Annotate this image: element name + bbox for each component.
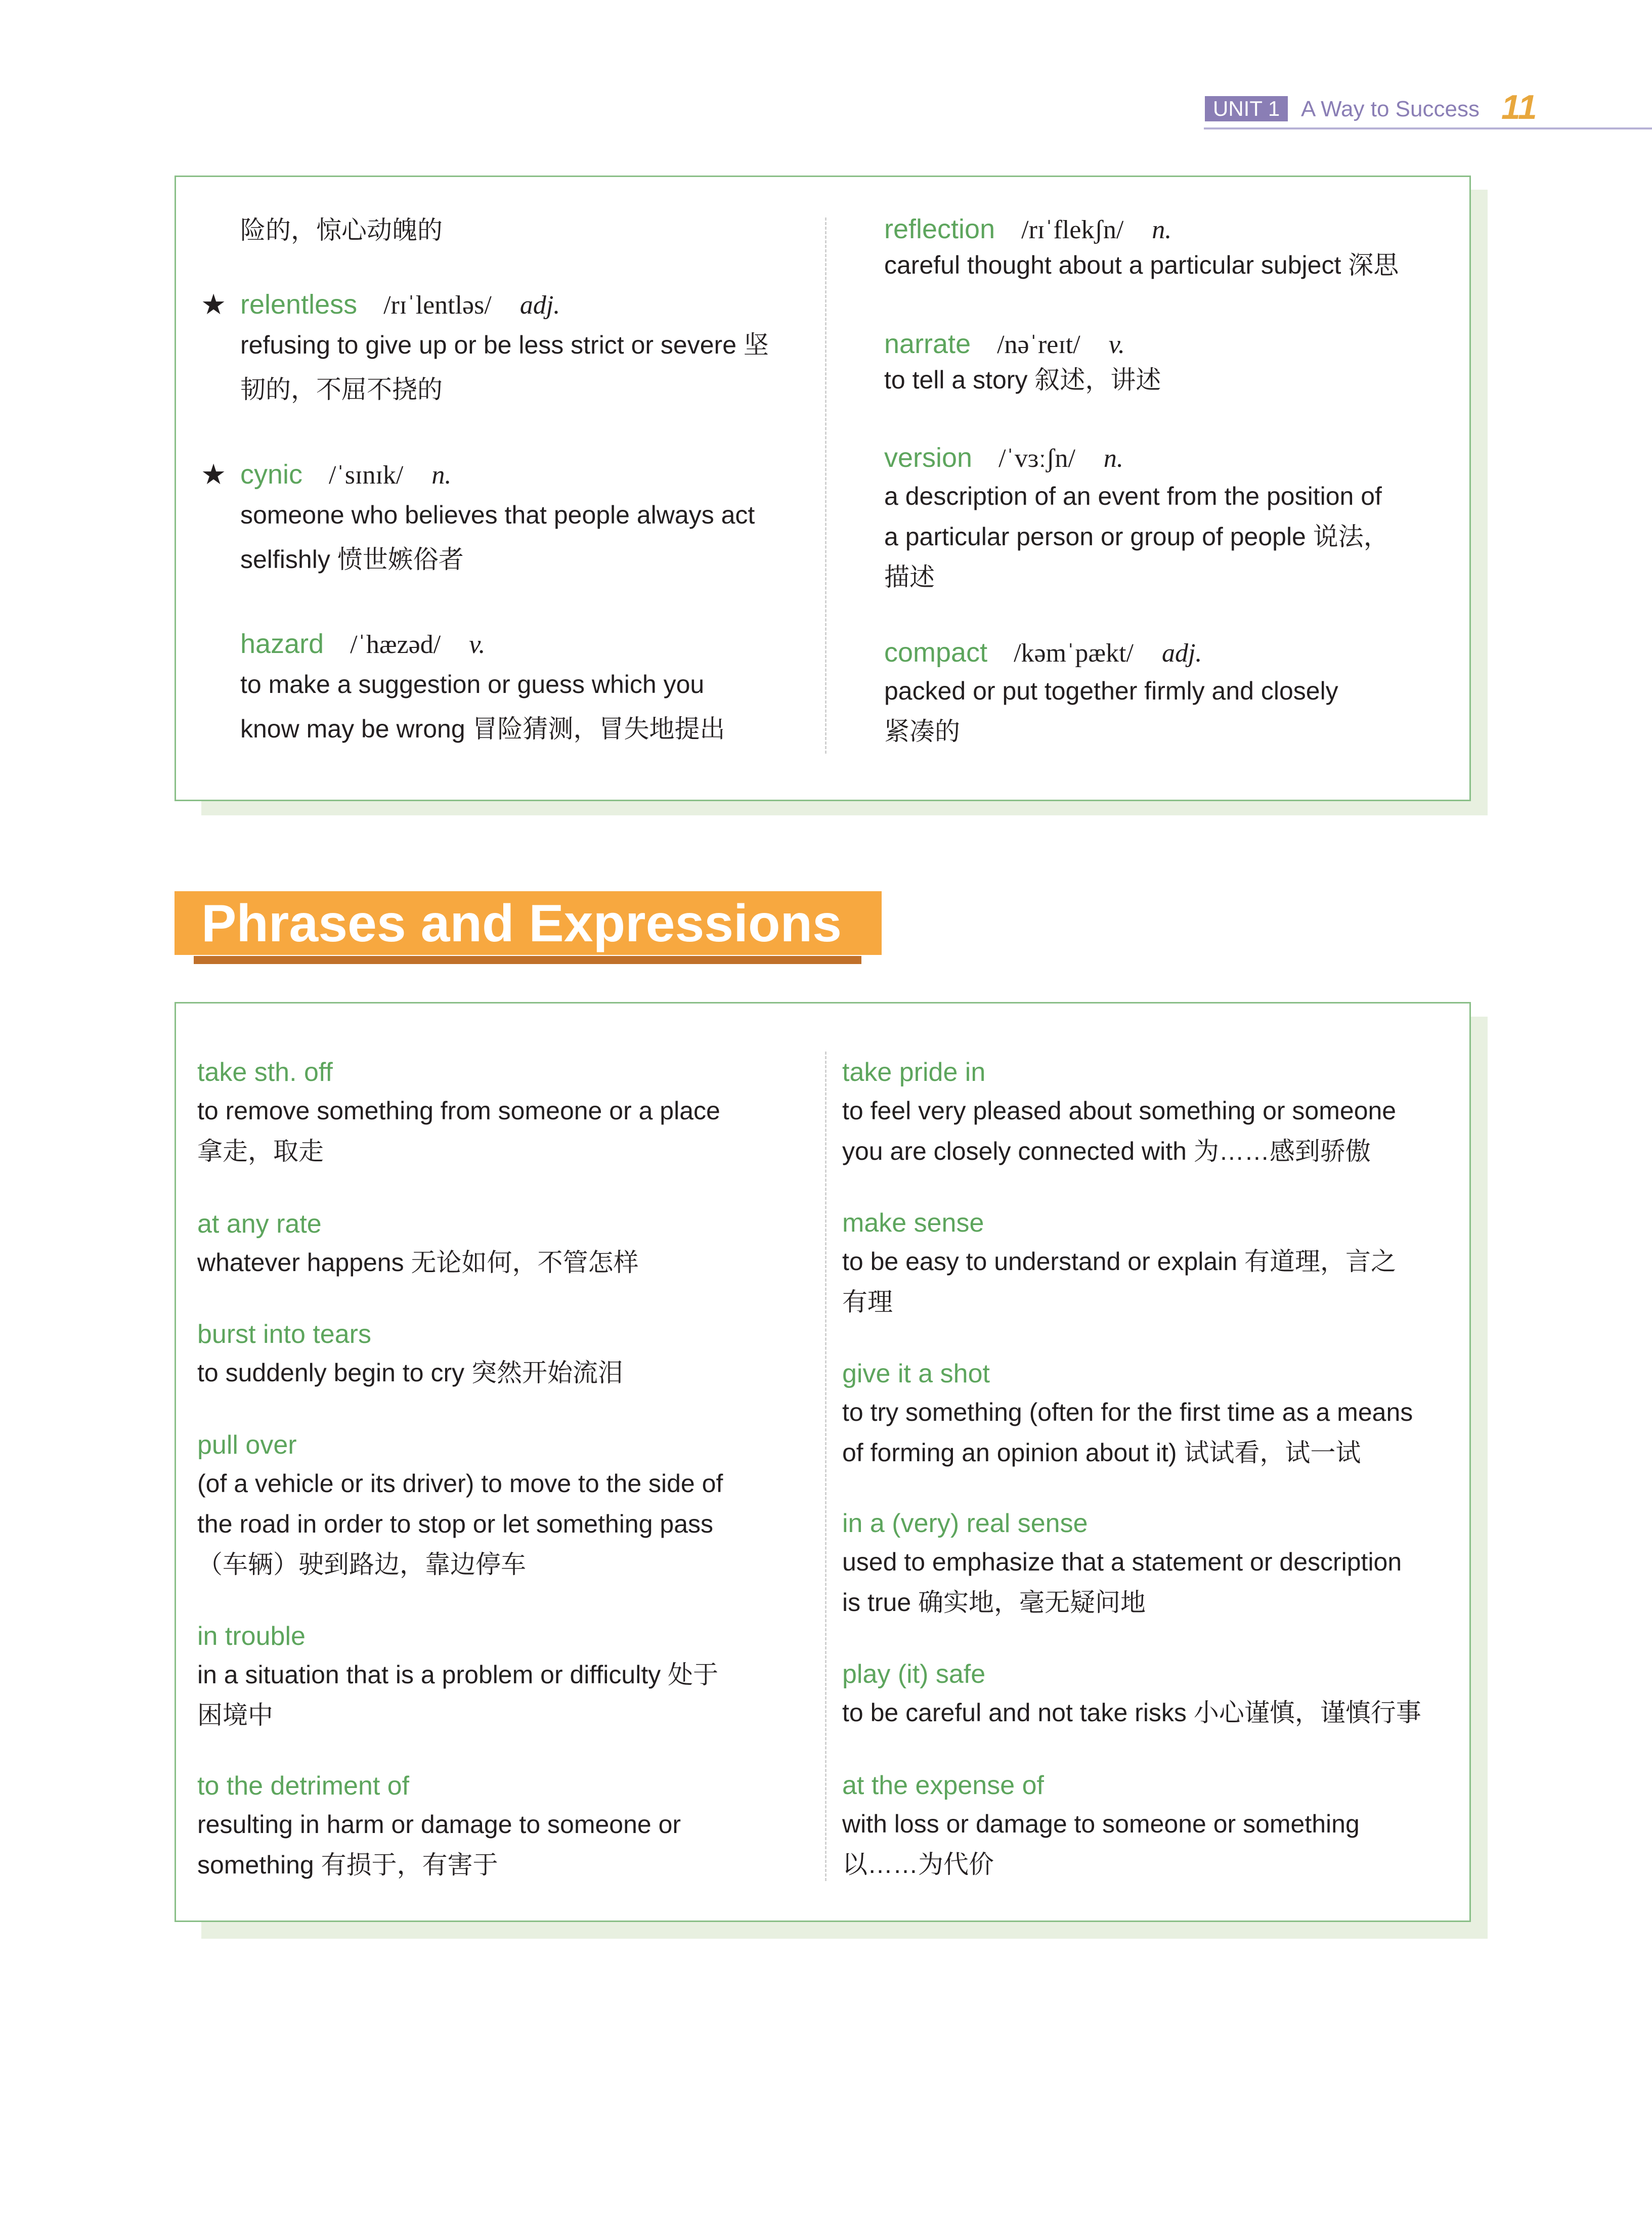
definition-line: used to emphasize that a statement or description: [842, 1548, 1402, 1576]
vocab-word: relentless: [240, 289, 358, 320]
definition-line: (of a vehicle or its driver) to move to the side of: [197, 1469, 723, 1498]
definition-line: 韧的，不屈不挠的: [240, 375, 443, 404]
phrase-term: pull over: [197, 1430, 297, 1460]
vocab-word: version: [884, 443, 973, 473]
vocab-pos: adj.: [1161, 639, 1202, 668]
phrase-term: to the detriment of: [197, 1771, 410, 1801]
definition-line: 困境中: [197, 1701, 273, 1729]
definition-line: 以……为代价: [842, 1850, 994, 1879]
definition-line: to tell a story 叙述，讲述: [884, 366, 1161, 394]
vocab-entry: [884, 443, 1461, 597]
vocab-phonetic: /ˈhæzəd/: [350, 630, 441, 659]
definition-line: you are closely connected with 为……感到骄傲: [842, 1137, 1371, 1165]
vocab-entry-head: [240, 289, 807, 320]
definition-line: in a situation that is a problem or difficulty 处于: [197, 1661, 719, 1689]
section-heading: Phrases and Expressions: [201, 894, 842, 953]
phrase-definition: [197, 1353, 804, 1393]
phrase-entry: [842, 1767, 1464, 1885]
vocab-word: hazard: [240, 629, 324, 659]
vocab-word: cynic: [240, 459, 303, 490]
definition-line: to be easy to understand or explain 有道理，言之: [842, 1247, 1396, 1276]
vocab-entry: [201, 288, 807, 412]
vocab-phonetic: /ˈsɪnɪk/: [329, 461, 404, 490]
phrase-entry: [842, 1656, 1464, 1733]
phrase-term: in a (very) real sense: [842, 1509, 1088, 1538]
vocab-pos: n.: [431, 461, 452, 490]
phrase-term: give it a shot: [842, 1359, 990, 1388]
phrase-entry: [842, 1356, 1464, 1473]
vocab-entry: [884, 214, 1461, 283]
vocab-word: reflection: [884, 214, 995, 244]
definition-line: know may be wrong 冒险猜测，冒失地提出: [240, 715, 725, 743]
unit-badge: UNIT 1: [1205, 96, 1288, 121]
phrase-definition: [197, 1242, 804, 1283]
page-number: 11: [1501, 88, 1537, 126]
definition-line: whatever happens 无论如何，不管怎样: [197, 1248, 639, 1277]
definition-line: a description of an event from the position of: [884, 482, 1382, 510]
definition-line: of forming an opinion about it) 试试看，试一试: [842, 1438, 1361, 1467]
vocab-pos: v.: [469, 630, 486, 659]
vocab-entry: [240, 629, 807, 751]
vocab-definition: [240, 493, 807, 582]
vocab-phonetic: /rɪˈlentləs/: [383, 291, 492, 320]
definition-line: （车辆）驶到路边，靠边停车: [197, 1550, 526, 1579]
phrase-term: in trouble: [197, 1622, 306, 1651]
vocab-entry: [201, 458, 807, 582]
definition-line: a particular person or group of people 说法，: [884, 522, 1389, 551]
phrase-definition: [842, 1542, 1464, 1623]
definition-line: with loss or damage to someone or something: [842, 1810, 1360, 1838]
phrase-definition: [197, 1090, 804, 1171]
vocab-definition: [884, 671, 1461, 752]
definition-line: the road in order to stop or let something pass: [197, 1510, 714, 1538]
header-rule: [1204, 127, 1652, 129]
star-icon: ★: [201, 458, 227, 490]
vocab-word: narrate: [884, 329, 971, 359]
phrase-definition: [842, 1241, 1464, 1322]
phrase-entry: [197, 1768, 804, 1885]
vocab-pos: v.: [1108, 330, 1125, 359]
vocab-definition: [884, 476, 1461, 597]
vocab-entry: [884, 329, 1461, 398]
definition-line: 紧凑的: [884, 717, 960, 746]
phrase-definition: [842, 1090, 1464, 1171]
vocab-definition: [240, 662, 807, 751]
phrase-entry: [197, 1618, 804, 1735]
definition-line: something 有损于，有害于: [197, 1851, 498, 1879]
vocab-pos: n.: [1103, 444, 1123, 473]
vocab-entry-head: [884, 329, 1461, 359]
definition-line: to be careful and not take risks 小心谨慎，谨慎行事: [842, 1698, 1421, 1727]
star-icon: ★: [201, 288, 227, 320]
phrase-term: take sth. off: [197, 1058, 333, 1087]
phrases-box: [175, 1002, 1471, 1922]
definition-line: careful thought about a particular subject 深思: [884, 251, 1399, 279]
phrase-entry: [197, 1427, 804, 1585]
vocab-definition: [884, 247, 1461, 283]
vocab-word: compact: [884, 637, 988, 668]
definition-line: is true 确实地，毫无疑问地: [842, 1588, 1146, 1617]
phrase-term: at the expense of: [842, 1771, 1044, 1800]
definition-line: packed or put together firmly and closely: [884, 677, 1338, 705]
definition-line: to feel very pleased about something or someone: [842, 1097, 1397, 1125]
phrase-term: burst into tears: [197, 1320, 371, 1349]
definition-line: resulting in harm or damage to someone or: [197, 1810, 681, 1839]
definition-line: to suddenly begin to cry 突然开始流泪: [197, 1359, 623, 1387]
vocab-entry-head: [884, 443, 1461, 473]
vocab-box: [175, 176, 1471, 801]
definition-line: 有理: [842, 1288, 893, 1316]
definition-line: someone who believes that people always act: [240, 501, 755, 529]
definition-line: 拿走，取走: [197, 1137, 324, 1165]
definition-line: to remove something from someone or a place: [197, 1097, 720, 1125]
vocab-definition: [240, 323, 807, 412]
phrase-term: at any rate: [197, 1209, 322, 1239]
phrase-term: take pride in: [842, 1058, 986, 1087]
vocab-entry: [884, 637, 1461, 752]
vocab-definition: [884, 362, 1461, 398]
unit-title: A Way to Success: [1301, 97, 1480, 121]
phrase-entry: [842, 1505, 1464, 1623]
phrase-definition: [197, 1804, 804, 1885]
vocab-entry-head: [884, 637, 1461, 668]
definition-line: refusing to give up or be less strict or severe 坚: [240, 331, 769, 359]
phrase-definition: [197, 1654, 804, 1735]
vocab-pos: n.: [1152, 215, 1172, 244]
phrase-definition: [842, 1392, 1464, 1473]
phrase-definition: [842, 1692, 1464, 1733]
vocab-continued-text: 险的，惊心动魄的: [240, 216, 443, 244]
page-header: [1204, 88, 1652, 133]
vocab-pos: adj.: [519, 291, 560, 320]
vocab-entry-head: [884, 214, 1461, 244]
vocab-entry-head: [240, 629, 807, 659]
phrase-term: make sense: [842, 1208, 984, 1238]
heading-ribbon-shape: [194, 954, 861, 964]
phrase-definition: [197, 1463, 804, 1585]
vocab-phonetic: /nəˈreɪt/: [997, 330, 1080, 359]
vocab-phonetic: /ˈvɜːʃn/: [998, 444, 1075, 473]
phrase-entry: [842, 1054, 1464, 1171]
phrase-entry: [197, 1316, 804, 1393]
phrases-divider: [825, 1052, 827, 1881]
vocab-divider: [825, 217, 827, 754]
phrase-entry: [197, 1206, 804, 1283]
phrase-definition: [842, 1804, 1464, 1885]
phrase-entry: [842, 1205, 1464, 1322]
vocab-phonetic: /rɪˈflekʃn/: [1021, 215, 1124, 244]
definition-line: to try something (often for the first time as a means: [842, 1398, 1413, 1426]
vocab-entry-head: [240, 459, 807, 490]
definition-line: selfishly 愤世嫉俗者: [240, 545, 464, 574]
definition-line: 描述: [884, 563, 935, 591]
phrase-entry: [197, 1054, 804, 1171]
vocab-phonetic: /kəmˈpækt/: [1014, 639, 1134, 668]
definition-line: to make a suggestion or guess which you: [240, 670, 705, 699]
phrase-term: play (it) safe: [842, 1660, 986, 1689]
